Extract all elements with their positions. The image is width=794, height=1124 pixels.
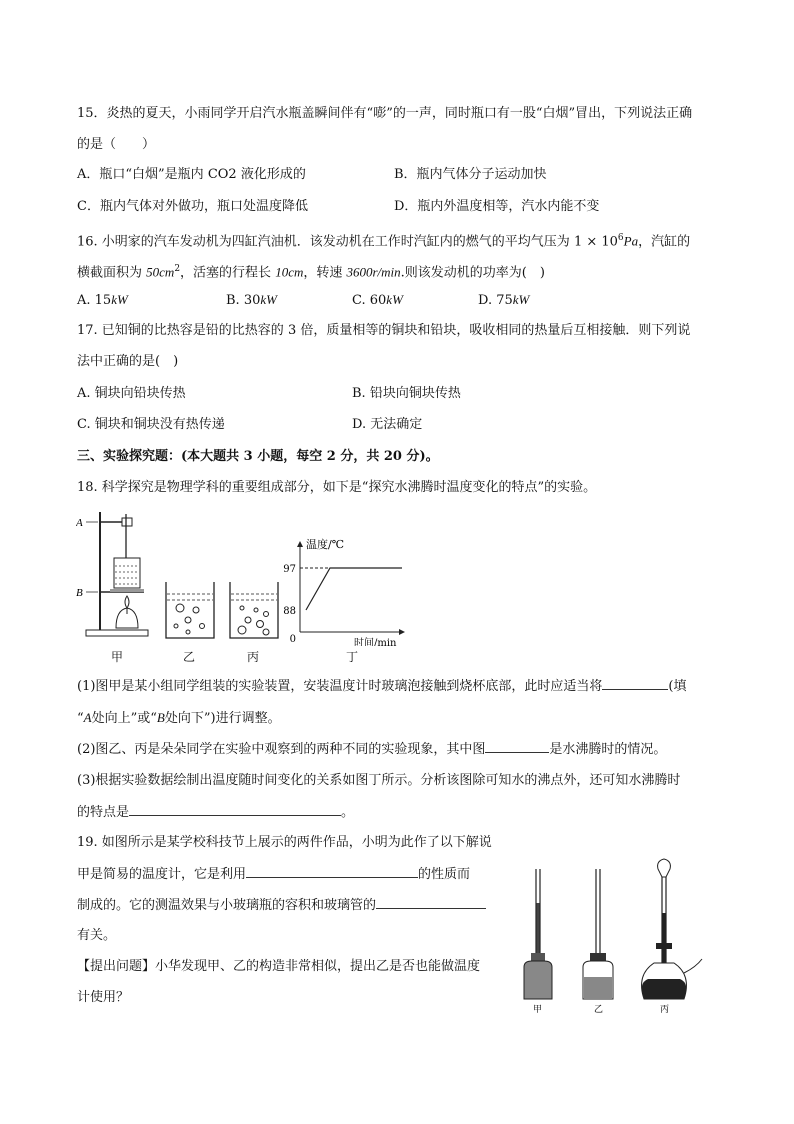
caption-jia: 甲 (533, 1005, 543, 1015)
q18-part3-line2 (77, 803, 354, 822)
y-axis-label: 温度/℃ (306, 538, 345, 551)
q16-area-exp: 2 (174, 264, 181, 274)
q18-part1-line1 (77, 677, 687, 696)
q18-p3-text: 的特点是 (77, 805, 130, 820)
q19-line1: 19. 如图所示是某学校科技节上展示的两件作品，小明为此作了以下解说 (77, 835, 492, 850)
q16-opt-text: A. 15 (77, 293, 112, 308)
q16-opt-unit: kW (386, 292, 403, 307)
caption-bing: 丙 (247, 650, 260, 664)
q19-answer-blank-1[interactable] (246, 865, 418, 878)
q15-stem-line2: 的是（ ） (77, 137, 156, 152)
bottle-bing (642, 859, 702, 1015)
q17-option-b: B. 铅块向铜块传热 (352, 386, 461, 401)
q18-p2-answer-blank[interactable] (485, 740, 549, 753)
q18-p1-text: 处向下”)进行调整。 (164, 711, 281, 726)
q19-text: 甲是简易的温度计，它是利用 (77, 867, 247, 882)
q19-text: 的性质而 (418, 867, 471, 882)
q18-p3-answer-blank[interactable] (129, 803, 341, 816)
y-tick-label: 97 (283, 564, 296, 575)
q16-text: ，活塞的行程长 (180, 265, 276, 281)
q19-line2 (77, 865, 470, 884)
beaker-bing-figure (226, 580, 284, 642)
q16-stem-line1 (77, 229, 690, 251)
q16-text: ，汽缸的 (638, 234, 691, 250)
q15-option-d: D．瓶内外温度相等，汽水内能不变 (394, 199, 600, 214)
q19-text: 制成的。它的测温效果与小玻璃瓶的容积和玻璃管的 (77, 898, 377, 913)
q19-line3 (77, 896, 486, 915)
q17-option-d: D. 无法确定 (352, 417, 423, 432)
bottle-yi (583, 869, 613, 1015)
q19-line6: 计使用？ (77, 990, 130, 1005)
beaker-yi-figure (162, 580, 220, 642)
q17-stem-line2: 法中正确的是( ) (77, 354, 179, 369)
q16-option-d (478, 291, 529, 310)
q15-option-c: C．瓶内气体对外做功，瓶口处温度降低 (77, 199, 308, 214)
q17-option-c: C. 铜块和铜块没有热传递 (77, 417, 225, 432)
origin-label: 0 (289, 634, 296, 645)
q16-opt-unit: kW (512, 292, 530, 307)
caption-bing: 丙 (660, 1005, 670, 1015)
q16-area: 50cm (146, 264, 175, 280)
q16-speed: 3600r/min (346, 264, 401, 280)
bottle-jia (524, 869, 552, 1015)
x-axis-label: 时间/min (354, 638, 397, 646)
q16-exponent: 6 (617, 233, 624, 243)
q16-opt-text: B. 30 (226, 293, 261, 308)
q16-unit-pa: Pa (623, 233, 639, 249)
series-line (306, 568, 402, 610)
q16-text: 16. 小明家的汽车发动机为四缸汽油机．该发动机在工作时汽缸内的燃气的平均气压为 1 × 10 (77, 234, 618, 250)
q18-p1-text: (填 (668, 679, 687, 694)
q18-p3-text: 。 (341, 805, 355, 820)
q18-p2-text: (2)图乙、丙是朵朵同学在实验中观察到的两种不同的实验现象，其中图 (77, 742, 486, 757)
q16-option-b (226, 291, 277, 310)
q16-stem-line2 (77, 260, 545, 282)
q17-option-a: A. 铜块向铅块传热 (77, 386, 186, 401)
q16-text: ，转速 (303, 265, 347, 281)
q18-p1-text: 处向上”或“ (91, 711, 157, 726)
q18-p2-text: 是水沸腾时的情况。 (549, 742, 667, 757)
q19-line5: 【提出问题】小华发现甲、乙的构造非常相似，提出乙是否也能做温度 (77, 959, 481, 974)
caption-jia: 甲 (111, 650, 124, 664)
q18-p1-text: “ (77, 711, 84, 726)
caption-ding: 丁 (346, 650, 359, 664)
caption-yi: 乙 (183, 650, 196, 664)
temperature-time-chart (280, 534, 410, 646)
q16-opt-text: D. 75 (478, 293, 513, 308)
q18-part3-line1: (3)根据实验数据绘制出温度随时间变化的关系如图丁所示。分析该图除可知水的沸点外，还可知水沸腾时 (77, 773, 681, 788)
q15-stem-line1: 15．炎热的夏天，小雨同学开启汽水瓶盖瞬间伴有“嘭”的一声，同时瓶口有一股“白烟”冒出，下列说法正确 (77, 106, 693, 121)
section-heading: 三、实验探究题：(本大题共 3 小题，每空 2 分，共 20 分)。 (77, 449, 439, 464)
y-tick-label: 88 (283, 606, 296, 617)
q16-opt-text: C. 60 (352, 293, 387, 308)
q16-text: .则该发动机的功率为( ) (400, 265, 545, 281)
caption-yi: 乙 (594, 1005, 604, 1015)
q16-option-c (352, 291, 403, 310)
label-a: A (76, 517, 83, 529)
q18-p1-text: (1)图甲是某小组同学组装的实验装置，安装温度计时玻璃泡接触到烧杯底部，此时应适当将 (77, 679, 603, 694)
q19-answer-blank-2[interactable] (376, 896, 486, 909)
q16-opt-unit: kW (111, 292, 128, 307)
q16-stroke: 10cm (275, 264, 304, 280)
q16-opt-unit: kW (260, 292, 277, 307)
q18-intro: 18. 科学探究是物理学科的重要组成部分，如下是“探究水沸腾时温度变化的特点”的实验。 (77, 480, 597, 495)
q17-stem-line1: 17. 已知铜的比热容是铅的比热容的 3 倍，质量相等的铜块和铅块，吸收相同的热量后互相接触．则下列说 (77, 323, 691, 338)
q16-option-a (77, 291, 128, 310)
q16-text: 横截面积为 (77, 265, 147, 281)
q18-p1-option-b: B (156, 710, 165, 725)
q18-apparatus-figure (76, 508, 156, 643)
q18-p1-option-a: A (83, 710, 92, 725)
q15-option-a: A．瓶口“白烟”是瓶内 CO2 液化形成的 (77, 167, 306, 182)
q18-p1-answer-blank[interactable] (602, 677, 668, 690)
q18-part2 (77, 740, 666, 759)
q15-option-b: B．瓶内气体分子运动加快 (394, 167, 547, 182)
q18-part1-line2 (77, 709, 281, 728)
q19-bottles-figure (520, 855, 712, 1015)
label-b: B (76, 587, 83, 599)
q19-line4: 有关。 (77, 928, 117, 943)
